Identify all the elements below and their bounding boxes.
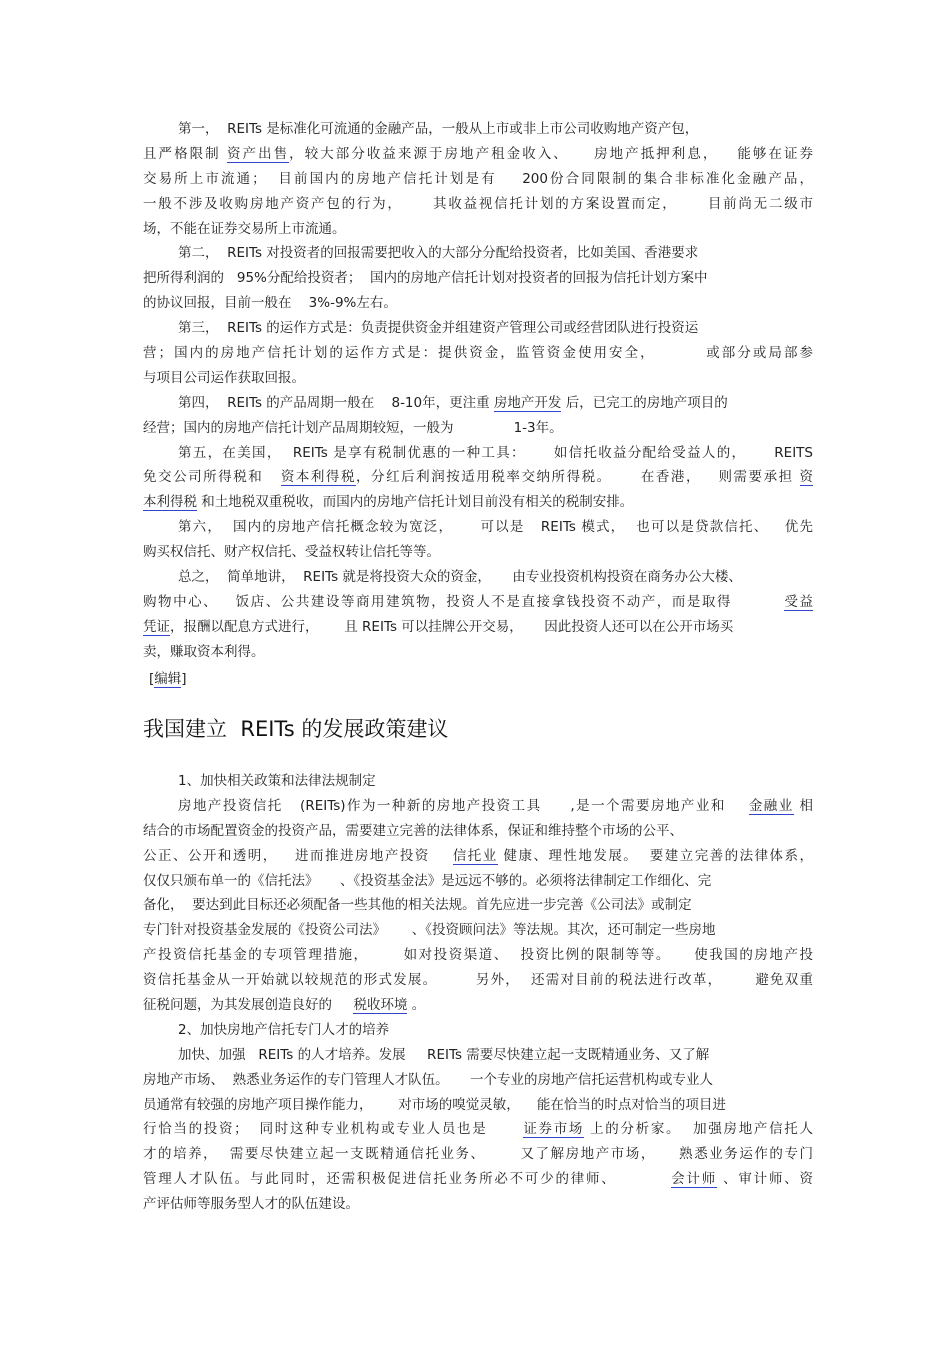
inline-link[interactable]: 本利得税: [143, 494, 197, 511]
text-segment: 场，不能在证券交易所上市流通。: [143, 220, 346, 237]
text-segment: 购物中心、 饭店、公共建设等商用建筑物，投资人不是直接拿钱投资不动产，而是取得: [143, 593, 785, 610]
text-line: [143, 192, 813, 217]
text-line: [143, 490, 813, 515]
text-line: [143, 117, 813, 142]
text-line: [143, 391, 813, 416]
text-line: [143, 167, 813, 192]
text-segment: 营；国内的房地产信托计划的运作方式是：提供资金，监管资金使用安全， 或部分或局部参: [143, 345, 813, 362]
text-segment: 与项目公司运作获取回报。: [143, 369, 305, 386]
comparison-section: [143, 117, 813, 665]
inline-link[interactable]: 资本利得税: [280, 469, 357, 486]
text-segment: 经营；国内的房地产信托计划产品周期较短，一般为 1-3年。: [143, 419, 563, 436]
text-line: [143, 893, 813, 918]
text-segment: 产投资信托基金的专项管理措施， 如对投资渠道、 投资比例的限制等等。 使我国的房地产投: [143, 947, 813, 964]
text-line: [143, 918, 813, 943]
text-segment: 公正、公开和透明， 进而推进房地产投资: [143, 847, 453, 864]
text-line: [143, 615, 813, 640]
text-segment: 征税问题，为其发展创造良好的: [143, 997, 354, 1014]
text-segment: 后，已完工的房地产项目的: [561, 394, 728, 411]
text-line: [143, 1043, 813, 1068]
text-segment: 才的培养， 需要尽快建立起一支既精通信托业务、 又了解房地产市场， 熟悉业务运作的专门: [143, 1146, 813, 1163]
text-segment: 2、加快房地产信托专门人才的培养: [178, 1021, 390, 1038]
text-segment: ，分红后利润按适用税率交纳所得税。 在香港， 则需要承担: [356, 469, 800, 486]
text-segment: ，报酬以配息方式进行， 且 REITs 可以挂牌公开交易， 因此投资人还可以在公开市场买: [170, 618, 734, 635]
text-segment: 第一， REITs 是标准化可流通的金融产品，一般从上市或非上市公司收购地产资产包，: [178, 121, 699, 137]
inline-link[interactable]: 税收环境: [353, 997, 408, 1014]
text-segment: 产评估师等服务型人才的队伍建设。: [143, 1196, 359, 1213]
text-segment: ，较大部分收益来源于房地产租金收入、 房地产抵押利息， 能够在证券: [289, 145, 814, 162]
text-line: [143, 993, 813, 1018]
policy-section: [143, 769, 813, 1217]
inline-link[interactable]: 资: [799, 469, 814, 486]
text-line: [143, 1117, 813, 1142]
text-segment: 把所得利润的 95%分配给投资者； 国内的房地产信托计划对投资者的回报为信托计划方案中: [143, 270, 708, 287]
text-line: [143, 565, 813, 590]
text-segment: 、审计师、资: [717, 1171, 814, 1188]
text-line: [143, 465, 813, 490]
text-segment: 备化， 要达到此目标还必须配备一些其他的相关法规。首先应进一步完善《公司法》或制定: [143, 897, 692, 914]
edit-close-bracket: ]: [181, 671, 187, 687]
text-line: [143, 341, 813, 366]
text-segment: 购买权信托、财产权信托、受益权转让信托等等。: [143, 544, 440, 561]
text-segment: 的协议回报，目前一般在 3%-9%左右。: [143, 295, 397, 312]
text-line: [143, 590, 813, 615]
inline-link[interactable]: 金融业: [748, 797, 794, 814]
section-heading: 我国建立 REITs 的发展政策建议: [143, 717, 449, 741]
text-line: [143, 640, 813, 665]
inline-link[interactable]: 会计师: [671, 1171, 718, 1188]
text-line: [143, 316, 813, 341]
inline-link[interactable]: 凭证: [143, 618, 170, 635]
inline-link[interactable]: 资产出售: [227, 145, 290, 162]
text-line: [143, 769, 813, 794]
text-segment: 员通常有较强的房地产项目操作能力， 对市场的嗅觉灵敏， 能在恰当的时点对恰当的项目进: [143, 1096, 726, 1113]
inline-link[interactable]: 信托业: [452, 847, 498, 864]
text-segment: 健康、理性地发展。 要建立完善的法律体系，: [497, 847, 813, 864]
text-segment: 第五，在美国， REITs 是享有税制优惠的一种工具： 如信托收益分配给受益人的， REITS: [178, 444, 813, 461]
text-segment: 第二， REITs 对投资者的回报需要把收入的大部分分配给投资者，比如美国、香港要求: [178, 245, 699, 262]
inline-link[interactable]: 证券市场: [523, 1121, 585, 1138]
text-line: [143, 266, 813, 291]
text-line: [143, 869, 813, 894]
text-segment: 资信托基金从一开始就以较规范的形式发展。 另外， 还需对目前的税法进行改革， 避免双重: [143, 972, 813, 989]
text-line: [143, 366, 813, 391]
text-segment: 专门针对投资基金发展的《投资公司法》 、《投资顾问法》等法规。其次，还可制定一些房地: [143, 922, 716, 939]
text-segment: 结合的市场配置资金的投资产品，需要建立完善的法律体系，保证和维持整个市场的公平、: [143, 822, 683, 839]
text-segment: 相: [793, 797, 813, 814]
text-segment: 1、加快相关政策和法律法规制定: [178, 773, 376, 789]
text-line: [143, 515, 813, 540]
text-line: [143, 441, 813, 466]
text-line: [143, 1018, 813, 1043]
text-line: [143, 1167, 813, 1192]
text-segment: 加快、加强 REITs 的人才培养。发展 REITs 需要尽快建立起一支既精通业务、又了解: [178, 1046, 710, 1063]
text-segment: 交易所上市流通； 目前国内的房地产信托计划是有 200份合同限制的集合非标准化金融产品，: [143, 170, 813, 187]
edit-link-wrapper: [149, 667, 187, 692]
text-segment: 第四， REITs 的产品周期一般在 8-10年，更注重: [178, 394, 494, 411]
text-line: [143, 1068, 813, 1093]
text-line: [143, 540, 813, 565]
inline-link[interactable]: 房地产开发: [493, 394, 562, 411]
text-line: [143, 291, 813, 316]
text-segment: 仅仅只颁布单一的《信托法》 、《投资基金法》是远远不够的。必须将法律制定工作细化、完: [143, 872, 712, 889]
text-segment: 一般不涉及收购房地产资产包的行为， 其收益视信托计划的方案设置而定， 目前尚无二级市: [143, 195, 813, 212]
text-segment: 和土地税双重税收，而国内的房地产信托计划目前没有相关的税制安排。: [197, 494, 634, 511]
text-line: [143, 241, 813, 266]
text-line: [143, 794, 813, 819]
text-line: [143, 819, 813, 844]
text-segment: 且严格限制: [143, 145, 228, 162]
text-segment: 卖，赚取资本利得。: [143, 643, 265, 660]
text-segment: 。: [407, 997, 426, 1014]
text-line: [143, 416, 813, 441]
text-segment: 行恰当的投资； 同时这种专业机构或专业人员也是: [143, 1121, 524, 1138]
text-segment: 上的分析家。 加强房地产信托人: [584, 1121, 813, 1138]
inline-link[interactable]: 受益: [784, 593, 814, 610]
text-line: [143, 1192, 813, 1217]
text-line: [143, 1142, 813, 1167]
text-segment: 总之， 简单地讲， REITs 就是将投资大众的资金， 由专业投资机构投资在商务办公大楼、: [178, 569, 742, 586]
text-segment: 房地产投资信托 (REITs)作为一种新的房地产投资工具 ,是一个需要房地产业和: [178, 797, 749, 814]
text-segment: 免交公司所得税和: [143, 469, 281, 486]
text-line: [143, 217, 813, 242]
text-segment: 管理人才队伍。与此同时，还需积极促进信托业务所必不可少的律师、: [143, 1171, 672, 1188]
text-segment: 第三， REITs 的运作方式是：负责提供资金并组建资产管理公司或经营团队进行投资运: [178, 320, 699, 337]
text-segment: 第六， 国内的房地产信托概念较为宽泛， 可以是 REITs 模式， 也可以是贷款信托、 优先: [178, 519, 813, 536]
text-segment: 房地产市场、 熟悉业务运作的专门管理人才队伍。 一个专业的房地产信托运营机构或专业人: [143, 1071, 714, 1088]
edit-open-bracket: [: [149, 671, 155, 687]
text-line: [143, 943, 813, 968]
text-line: [143, 844, 813, 869]
text-line: [143, 142, 813, 167]
text-line: [143, 968, 813, 993]
edit-link[interactable]: 编辑: [154, 671, 182, 687]
text-line: [143, 1093, 813, 1118]
